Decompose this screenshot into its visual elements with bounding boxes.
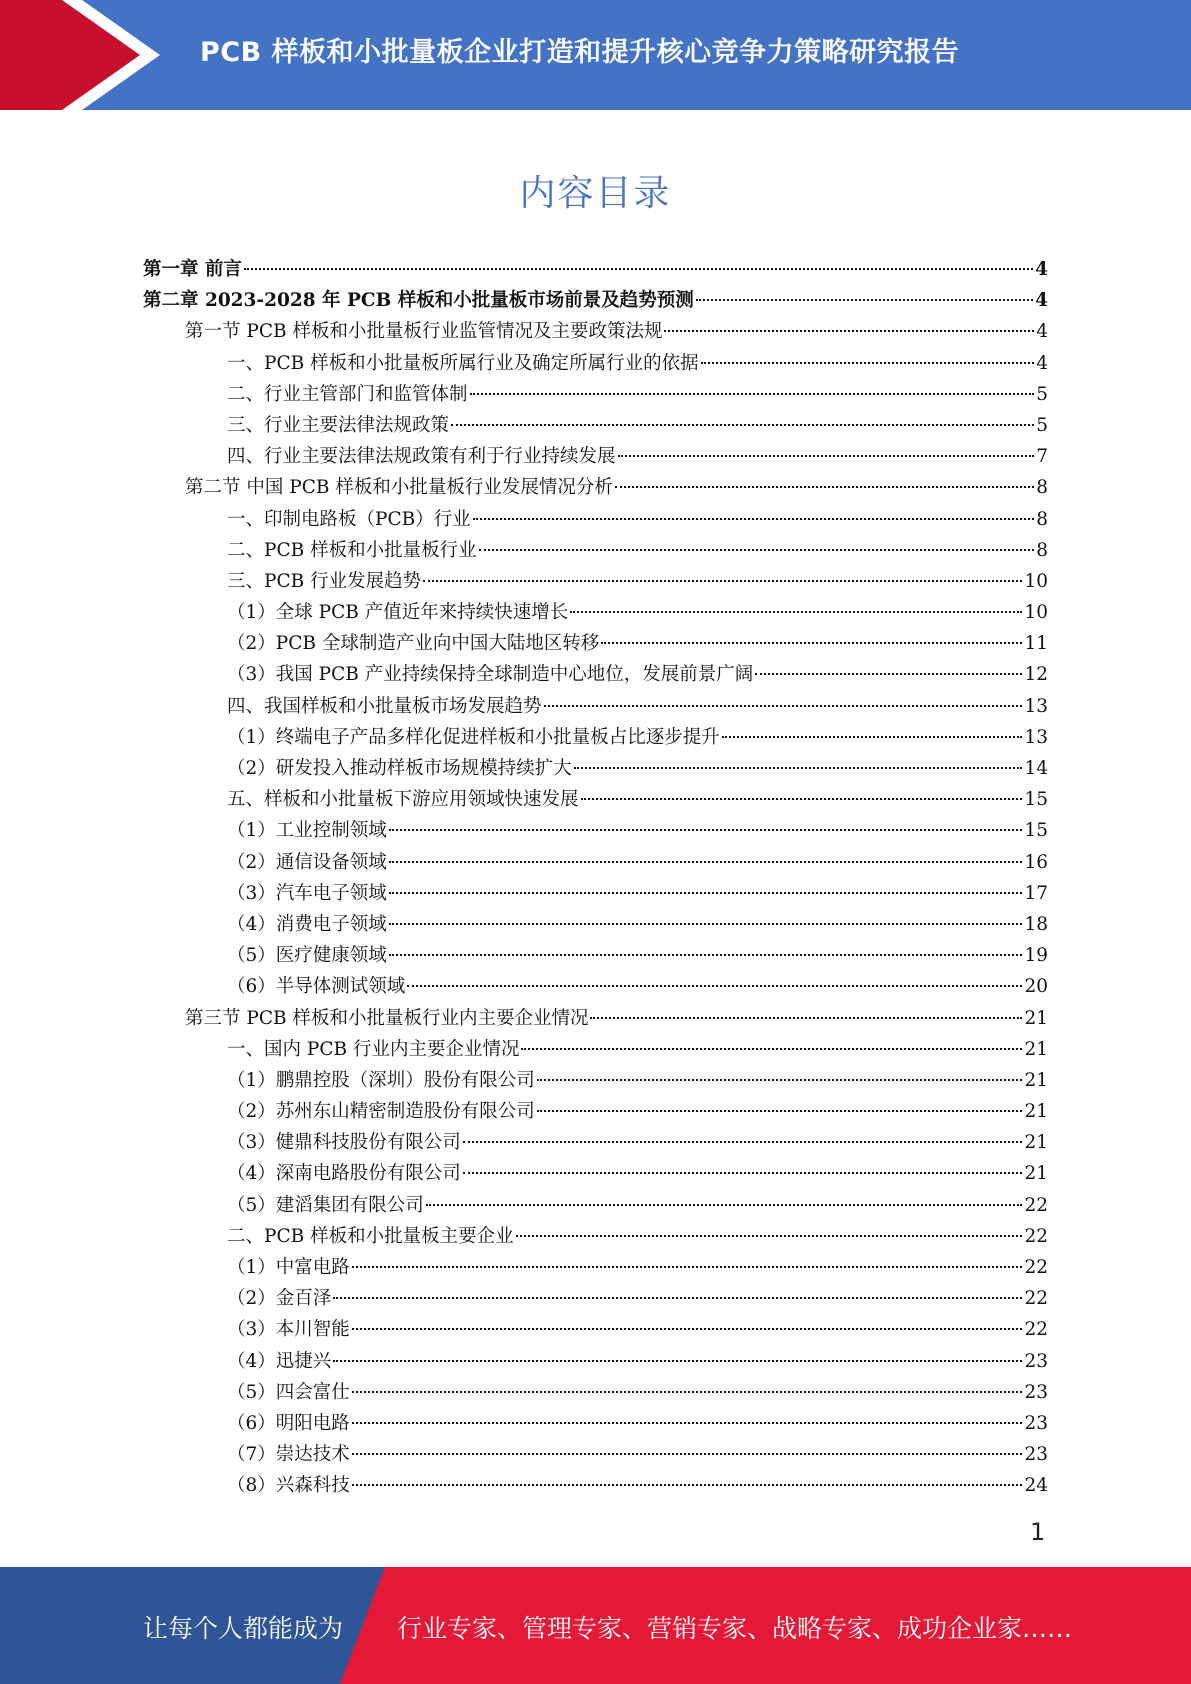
toc-dot-leader <box>473 518 1035 520</box>
toc-entry-text: （4）深南电路股份有限公司 <box>227 1163 461 1185</box>
toc-entry-page: 21 <box>1024 1132 1048 1154</box>
toc-entry-text: （2）苏州东山精密制造股份有限公司 <box>227 1101 535 1123</box>
toc-entry-page: 12 <box>1024 664 1048 686</box>
toc-dot-leader <box>521 1048 1022 1050</box>
header-title: PCB 样板和小批量板企业打造和提升核心竞争力策略研究报告 <box>200 37 960 68</box>
toc-entry-text: 二、PCB 样板和小批量板主要企业 <box>227 1225 514 1247</box>
toc-entry[interactable] <box>143 441 1048 472</box>
toc-entry[interactable] <box>143 348 1048 379</box>
toc-dot-leader <box>664 330 1034 332</box>
toc-entry[interactable] <box>143 597 1048 628</box>
toc-entry[interactable] <box>143 628 1048 659</box>
toc-entry-text: 第二章 2023-2028 年 PCB 样板和小批量板市场前景及趋势预测 <box>143 290 694 312</box>
toc-dot-leader <box>244 268 1033 270</box>
toc-entry[interactable] <box>143 1190 1048 1221</box>
toc-entry-text: （4）消费电子领域 <box>227 913 387 935</box>
toc-entry-page: 13 <box>1024 695 1048 717</box>
toc-dot-leader <box>618 455 1035 457</box>
toc-entry-page: 21 <box>1024 1069 1048 1091</box>
toc-entry[interactable] <box>143 316 1048 347</box>
toc-entry-page: 19 <box>1024 945 1048 967</box>
toc-entry-page: 5 <box>1036 383 1048 405</box>
toc-entry-text: 二、PCB 样板和小批量板行业 <box>227 539 477 561</box>
toc-entry[interactable] <box>143 1408 1048 1439</box>
footer-banner <box>0 1567 1191 1684</box>
toc-entry[interactable] <box>143 1158 1048 1189</box>
toc-entry-text: 五、样板和小批量板下游应用领域快速发展 <box>227 789 579 811</box>
toc-entry[interactable] <box>143 1252 1048 1283</box>
toc-entry-page: 23 <box>1024 1444 1048 1466</box>
toc-dot-leader <box>537 1110 1023 1112</box>
toc-dot-leader <box>423 580 1022 582</box>
toc-entry-text: （3）我国 PCB 产业持续保持全球制造中心地位，发展前景广阔 <box>227 664 754 686</box>
toc-dot-leader <box>537 1079 1023 1081</box>
toc-entry-text: （3）本川智能 <box>227 1319 350 1341</box>
toc-entry-text: （5）建滔集团有限公司 <box>227 1194 424 1216</box>
toc-entry[interactable] <box>143 1065 1048 1096</box>
toc-entry-text: （1）全球 PCB 产值近年来持续快速增长 <box>227 602 569 624</box>
toc-dot-leader <box>407 985 1022 987</box>
toc-entry-page: 14 <box>1024 758 1048 779</box>
toc-dot-leader <box>479 549 1035 551</box>
toc-dot-leader <box>470 393 1035 395</box>
toc-dot-leader <box>463 1141 1023 1143</box>
toc-entry[interactable] <box>143 940 1048 971</box>
toc-entry-page: 21 <box>1024 1007 1048 1029</box>
toc-entry[interactable] <box>143 1127 1048 1158</box>
toc-entry-page: 8 <box>1036 477 1048 499</box>
toc-entry[interactable] <box>143 410 1048 441</box>
toc-entry-text: （3）汽车电子领域 <box>227 882 387 904</box>
toc-entry-page: 5 <box>1036 414 1048 436</box>
toc-entry[interactable] <box>143 535 1048 566</box>
toc-entry-page: 10 <box>1024 602 1048 624</box>
toc-entry[interactable] <box>143 659 1048 690</box>
toc-dot-leader <box>544 705 1023 707</box>
toc-dot-leader <box>389 829 1023 831</box>
toc-entry-text: （6）半导体测试领域 <box>227 976 406 998</box>
toc-entry-text: （1）中富电路 <box>227 1257 350 1278</box>
toc-entry-text: 一、PCB 样板和小批量板所属行业及确定所属行业的依据 <box>227 352 699 374</box>
toc-entry[interactable] <box>143 691 1048 722</box>
toc-entry-text: 第三节 PCB 样板和小批量板行业内主要企业情况 <box>185 1007 589 1029</box>
toc-dot-leader <box>516 1235 1023 1237</box>
toc-entry-page: 7 <box>1036 446 1048 468</box>
toc-entry[interactable] <box>143 722 1048 753</box>
toc-entry-text: （5）医疗健康领域 <box>227 945 387 967</box>
toc-entry[interactable] <box>143 1314 1048 1345</box>
toc-entry-text: 一、国内 PCB 行业内主要企业情况 <box>227 1038 520 1060</box>
toc-entry-text: （4）迅捷兴 <box>227 1350 332 1372</box>
toc-entry-page: 21 <box>1024 1163 1048 1185</box>
toc-dot-leader <box>615 486 1034 488</box>
toc-entry[interactable] <box>143 1377 1048 1408</box>
toc-dot-leader <box>389 861 1023 863</box>
toc-entry[interactable] <box>143 566 1048 597</box>
toc-entry-page: 10 <box>1024 570 1048 592</box>
toc-entry-text: 四、行业主要法律法规政策有利于行业持续发展 <box>227 446 616 468</box>
toc-entry[interactable] <box>143 1439 1048 1470</box>
toc-entry-text: 四、我国样板和小批量板市场发展趋势 <box>227 695 542 717</box>
toc-entry[interactable] <box>143 472 1048 503</box>
toc-entry[interactable] <box>143 1221 1048 1252</box>
toc-dot-leader <box>722 736 1023 738</box>
toc-dot-leader <box>333 1360 1022 1362</box>
toc-entry-page: 20 <box>1024 976 1048 998</box>
toc-entry-page: 22 <box>1024 1288 1048 1310</box>
toc-entry-page: 8 <box>1036 508 1048 530</box>
toc-entry[interactable] <box>143 753 1048 784</box>
toc-entry[interactable] <box>143 1003 1048 1034</box>
toc-entry[interactable] <box>143 971 1048 1002</box>
toc-entry[interactable] <box>143 285 1048 316</box>
toc-entry[interactable] <box>143 909 1048 940</box>
header-banner <box>0 0 1191 110</box>
toc-entry-page: 4 <box>1036 352 1048 374</box>
toc-entry-page: 17 <box>1024 882 1048 904</box>
footer-slogan-left: 让每个人都能成为 <box>143 1614 344 1643</box>
page-number: 1 <box>1030 1518 1046 1546</box>
toc-entry-page: 22 <box>1024 1319 1048 1341</box>
toc-dot-leader <box>352 1391 1023 1393</box>
toc-entry-page: 8 <box>1036 539 1048 561</box>
toc-dot-leader <box>581 798 1023 800</box>
toc-entry-page: 15 <box>1024 820 1048 842</box>
toc-entry-page: 22 <box>1024 1225 1048 1247</box>
toc-dot-leader <box>352 1453 1023 1455</box>
toc-entry-page: 4 <box>1036 321 1048 343</box>
toc-entry-page: 21 <box>1024 1101 1048 1123</box>
toc-entry-text: 三、行业主要法律法规政策 <box>227 414 450 436</box>
toc-entry-text: （2）研发投入推动样板市场规模持续扩大 <box>227 758 572 779</box>
toc-entry[interactable] <box>143 815 1048 846</box>
toc-entry-page: 22 <box>1024 1257 1048 1278</box>
toc-entry-text: （1）鹏鼎控股（深圳）股份有限公司 <box>227 1069 535 1091</box>
toc-entry-text: 第二节 中国 PCB 样板和小批量板行业发展情况分析 <box>185 477 613 499</box>
toc-dot-leader <box>352 1266 1023 1268</box>
toc-entry-text: 二、行业主管部门和监管体制 <box>227 383 468 405</box>
toc-entry-page: 15 <box>1024 789 1048 811</box>
toc-dot-leader <box>570 611 1022 613</box>
toc-entry-page: 23 <box>1024 1350 1048 1372</box>
toc-entry[interactable] <box>143 254 1048 285</box>
toc-entry-page: 11 <box>1024 633 1048 655</box>
toc-dot-leader <box>352 1422 1023 1424</box>
toc-entry-text: （8）兴森科技 <box>227 1475 350 1497</box>
toc-entry-text: （7）崇达技术 <box>227 1444 350 1466</box>
toc-entry[interactable] <box>143 1096 1048 1127</box>
toc-dot-leader <box>601 642 1022 644</box>
toc-entry-page: 4 <box>1035 259 1048 280</box>
toc-dot-leader <box>696 299 1033 301</box>
toc-dot-leader <box>755 673 1022 675</box>
toc-entry[interactable] <box>143 1470 1048 1501</box>
toc-entry-page: 23 <box>1024 1412 1048 1434</box>
toc-entry-text: （6）明阳电路 <box>227 1412 350 1434</box>
toc-entry-page: 23 <box>1024 1381 1048 1403</box>
toc-entry-text: （3）健鼎科技股份有限公司 <box>227 1132 461 1154</box>
toc-entry-text: （1）终端电子产品多样化促进样板和小批量板占比逐步提升 <box>227 726 720 748</box>
toc-dot-leader <box>389 923 1023 925</box>
toc-entry-text: （5）四会富仕 <box>227 1381 350 1403</box>
toc-dot-leader <box>451 424 1034 426</box>
toc-entry[interactable] <box>143 504 1048 535</box>
toc-dot-leader <box>590 1017 1022 1019</box>
toc-entry-text: （2）金百泽 <box>227 1288 332 1310</box>
toc-dot-leader <box>463 1172 1023 1174</box>
toc-entry[interactable] <box>143 379 1048 410</box>
toc-entry-page: 18 <box>1024 913 1048 935</box>
toc-entry[interactable] <box>143 847 1048 878</box>
toc-entry-page: 13 <box>1024 726 1048 748</box>
toc-entry-text: （2）PCB 全球制造产业向中国大陆地区转移 <box>227 633 600 655</box>
toc-entry[interactable] <box>143 878 1048 909</box>
footer-slogan-right: 行业专家、管理专家、营销专家、战略专家、成功企业家…… <box>397 1614 1073 1643</box>
toc-entry-page: 24 <box>1024 1475 1048 1497</box>
toc-entry-text: 第一章 前言 <box>143 259 242 280</box>
toc-dot-leader <box>701 362 1035 364</box>
toc-entry-page: 4 <box>1035 290 1048 312</box>
toc-entry-page: 22 <box>1024 1194 1048 1216</box>
table-of-contents <box>143 254 1048 1502</box>
toc-dot-leader <box>389 892 1023 894</box>
toc-entry[interactable] <box>143 1346 1048 1377</box>
toc-dot-leader <box>426 1204 1023 1206</box>
toc-dot-leader <box>333 1297 1022 1299</box>
toc-entry[interactable] <box>143 1034 1048 1065</box>
toc-dot-leader <box>352 1484 1023 1486</box>
toc-entry-text: 一、印制电路板（PCB）行业 <box>227 508 471 530</box>
toc-entry-page: 21 <box>1024 1038 1048 1060</box>
toc-entry[interactable] <box>143 784 1048 815</box>
toc-entry-text: 第一节 PCB 样板和小批量板行业监管情况及主要政策法规 <box>185 321 663 343</box>
toc-entry-text: （2）通信设备领域 <box>227 851 387 873</box>
toc-dot-leader <box>574 767 1023 769</box>
toc-dot-leader <box>352 1328 1023 1330</box>
toc-entry-page: 16 <box>1024 851 1048 873</box>
toc-entry-text: （1）工业控制领域 <box>227 820 387 842</box>
toc-entry[interactable] <box>143 1283 1048 1314</box>
toc-dot-leader <box>389 954 1023 956</box>
toc-entry-text: 三、PCB 行业发展趋势 <box>227 570 422 592</box>
toc-title: 内容目录 <box>519 173 672 214</box>
